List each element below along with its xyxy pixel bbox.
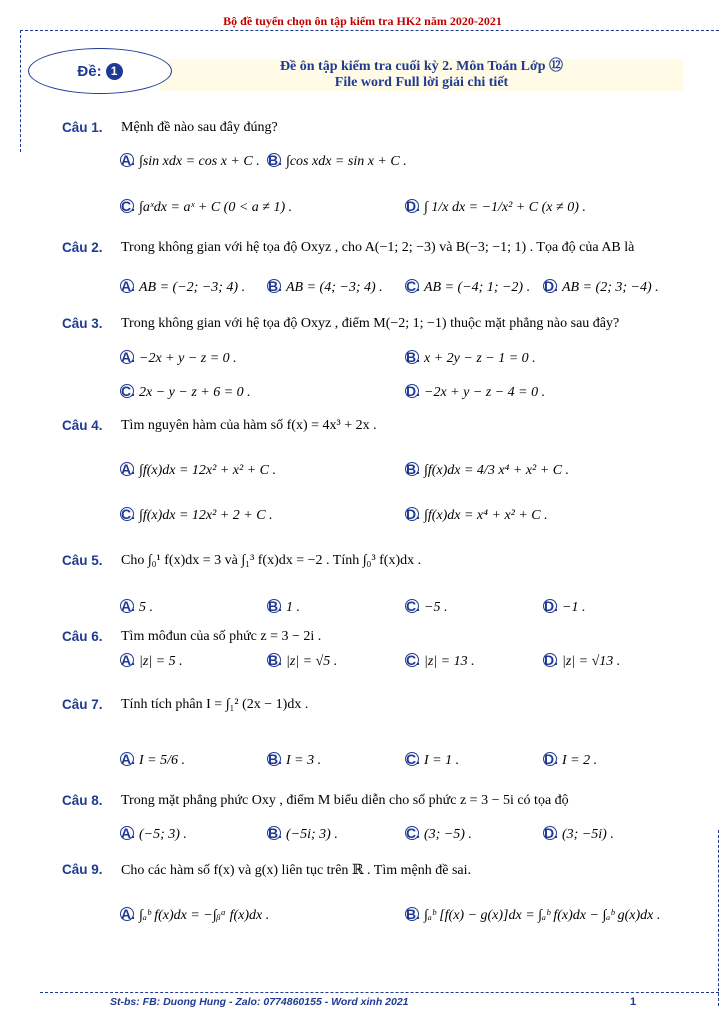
page-number: 1 (630, 996, 637, 1008)
answer-option-text: AB = (−2; −3; 4) . (139, 280, 246, 295)
answer-option-letter: B. (268, 598, 282, 614)
answer-option-letter: B. (268, 825, 282, 841)
answer-option-letter: C. (406, 825, 420, 841)
answer-option[interactable] (268, 751, 321, 769)
question-text: Mệnh đề nào sau đây đúng? (121, 120, 278, 135)
answer-option-letter: D. (544, 751, 558, 767)
answer-option-letter: A. (121, 461, 135, 477)
answer-option-text: ∫f(x)dx = 4/3 x⁴ + x² + C . (424, 463, 570, 478)
answer-option[interactable] (406, 906, 660, 924)
answer-option-letter: C. (121, 383, 135, 399)
frame-border-left (20, 30, 21, 152)
answer-option-text: ∫f(x)dx = x⁴ + x² + C . (424, 508, 548, 523)
question-label: Câu 2. (62, 240, 103, 255)
answer-option-text: ∫cos xdx = sin x + C . (286, 154, 407, 169)
answer-option-text: |z| = √13 . (562, 654, 621, 669)
answer-option-text: (−5; 3) . (139, 827, 187, 842)
question-label: Câu 1. (62, 120, 103, 135)
answer-option[interactable] (406, 506, 548, 524)
answer-option-letter: A. (121, 349, 135, 365)
answer-option-text: −1 . (562, 600, 586, 615)
answer-option-letter: D. (406, 198, 420, 214)
answer-option-text: I = 5/6 . (139, 753, 185, 768)
answer-option[interactable] (544, 652, 620, 670)
answer-option-letter: A. (121, 906, 135, 922)
exam-badge-label: Đề: (77, 62, 102, 80)
question-text: Tìm nguyên hàm của hàm số f(x) = 4x³ + 2x . (121, 418, 377, 433)
exam-title-line2: File word Full lời giải chi tiết (334, 75, 509, 90)
answer-option[interactable] (121, 349, 237, 367)
answer-option[interactable] (544, 598, 585, 616)
answer-option-letter: D. (544, 598, 558, 614)
answer-option-letter: D. (406, 506, 420, 522)
answer-option-letter: A. (121, 751, 135, 767)
answer-option-text: ∫ 1/x dx = −1/x² + C (x ≠ 0) . (424, 200, 586, 215)
answer-option[interactable] (121, 598, 153, 616)
answer-option-text: −2x + y − z = 0 . (139, 351, 237, 366)
answer-option-text: −5 . (424, 600, 448, 615)
answer-option-letter: C. (121, 506, 135, 522)
answer-option-text: 1 . (286, 600, 300, 615)
page-footer: St-bs: FB: Duong Hung - Zalo: 0774860155 - Word xinh 2021 (110, 996, 409, 1008)
answer-option-letter: C. (121, 198, 135, 214)
answer-option-letter: B. (268, 278, 282, 294)
answer-option[interactable] (121, 751, 185, 769)
answer-option[interactable] (121, 383, 251, 401)
answer-option-letter: C. (406, 278, 420, 294)
answer-option-text: AB = (4; −3; 4) . (286, 280, 383, 295)
answer-option-text: 5 . (139, 600, 153, 615)
answer-option-text: I = 2 . (562, 753, 598, 768)
frame-border-bottom (40, 992, 719, 993)
document-header: Bộ đề tuyển chọn ôn tập kiểm tra HK2 năm 2020-2021 (223, 14, 502, 28)
answer-option-text: ∫ₐᵇ [f(x) − g(x)]dx = ∫ₐᵇ f(x)dx − ∫ₐᵇ g(x)dx . (424, 908, 661, 923)
answer-option-letter: D. (544, 825, 558, 841)
answer-option-text: I = 1 . (424, 753, 460, 768)
question-label: Câu 3. (62, 316, 103, 331)
answer-option[interactable] (121, 461, 276, 479)
answer-option-text: (−5i; 3) . (286, 827, 338, 842)
answer-option-text: ∫sin xdx = cos x + C . (139, 154, 260, 169)
answer-option[interactable] (121, 906, 269, 924)
answer-option-letter: B. (406, 906, 420, 922)
answer-option-letter: B. (268, 751, 282, 767)
answer-option[interactable] (406, 652, 475, 670)
answer-option-text: |z| = 5 . (139, 654, 183, 669)
question-text: Tìm môđun của số phức z = 3 − 2i . (121, 629, 322, 644)
answer-option[interactable] (406, 349, 536, 367)
answer-option[interactable] (406, 825, 472, 843)
answer-option-text: AB = (2; 3; −4) . (562, 280, 659, 295)
question-label: Câu 9. (62, 862, 103, 877)
answer-option-letter: D. (406, 383, 420, 399)
answer-option-text: ∫ₐᵇ f(x)dx = −∫ᵦᵃ f(x)dx . (139, 908, 270, 923)
question-text: Tính tích phân I = ∫₁² (2x − 1)dx . (121, 697, 309, 712)
answer-option-text: −2x + y − z − 4 = 0 . (424, 385, 546, 400)
answer-option-text: |z| = 13 . (424, 654, 475, 669)
answer-option-text: ∫f(x)dx = 12x² + x² + C . (139, 463, 276, 478)
answer-option[interactable] (121, 152, 260, 170)
answer-option[interactable] (406, 751, 459, 769)
answer-option-letter: A. (121, 652, 135, 668)
question-label: Câu 5. (62, 553, 103, 568)
answer-option-text: (3; −5i) . (562, 827, 614, 842)
answer-option[interactable] (268, 152, 407, 170)
answer-option-text: (3; −5) . (424, 827, 472, 842)
answer-option-letter: D. (544, 278, 558, 294)
answer-option[interactable] (121, 198, 292, 216)
question-label: Câu 8. (62, 793, 103, 808)
answer-option-letter: A. (121, 152, 135, 168)
answer-option-text: |z| = √5 . (286, 654, 338, 669)
question-text: Trong mặt phẳng phức Oxy , điểm M biểu diễn cho số phức z = 3 − 5i có tọa độ (121, 793, 569, 808)
answer-option-text: ∫aˣdx = aˣ + C (0 < a ≠ 1) . (139, 200, 293, 215)
exam-title (160, 59, 683, 91)
answer-option[interactable] (268, 825, 338, 843)
answer-option-text: AB = (−4; 1; −2) . (424, 280, 531, 295)
answer-option-letter: C. (406, 652, 420, 668)
question-text: Trong không gian với hệ tọa độ Oxyz , điểm M(−2; 1; −1) thuộc mặt phẳng nào sau đây? (121, 316, 620, 331)
answer-option[interactable] (121, 506, 273, 524)
question-label: Câu 7. (62, 697, 103, 712)
answer-option-letter: B. (268, 152, 282, 168)
answer-option[interactable] (121, 652, 183, 670)
exam-title-line1: Đề ôn tập kiểm tra cuối kỳ 2. Môn Toán Lớp ⑫ (279, 59, 564, 74)
answer-option-letter: A. (121, 278, 135, 294)
question-label: Câu 4. (62, 418, 103, 433)
exam-number-badge (28, 48, 172, 94)
answer-option[interactable] (268, 278, 383, 296)
question-label: Câu 6. (62, 629, 103, 644)
answer-option-text: 2x − y − z + 6 = 0 . (139, 385, 251, 400)
answer-option[interactable] (121, 278, 245, 296)
answer-option-letter: C. (406, 598, 420, 614)
answer-option-letter: C. (406, 751, 420, 767)
frame-border-top (20, 30, 719, 31)
answer-option-letter: D. (544, 652, 558, 668)
question-text: Cho các hàm số f(x) và g(x) liên tục trên ℝ . Tìm mệnh đề sai. (121, 863, 471, 878)
answer-option[interactable] (268, 598, 300, 616)
answer-option-text: x + 2y − z − 1 = 0 . (424, 351, 536, 366)
frame-border-right (718, 830, 719, 1006)
answer-option[interactable] (406, 198, 586, 216)
exam-badge-number: 1 (106, 63, 123, 80)
answer-option[interactable] (544, 751, 597, 769)
answer-option[interactable] (406, 598, 447, 616)
answer-option[interactable] (406, 383, 545, 401)
answer-option-letter: B. (406, 461, 420, 477)
answer-option-text: I = 3 . (286, 753, 322, 768)
answer-option[interactable] (544, 278, 659, 296)
answer-option[interactable] (406, 461, 569, 479)
answer-option-text: ∫f(x)dx = 12x² + 2 + C . (139, 508, 273, 523)
question-text: Cho ∫₀¹ f(x)dx = 3 và ∫₁³ f(x)dx = −2 . Tính ∫₀³ f(x)dx . (121, 553, 422, 568)
answer-option-letter: B. (268, 652, 282, 668)
answer-option[interactable] (544, 825, 614, 843)
answer-option[interactable] (121, 825, 187, 843)
answer-option-letter: B. (406, 349, 420, 365)
answer-option-letter: A. (121, 825, 135, 841)
answer-option[interactable] (268, 652, 337, 670)
answer-option-letter: A. (121, 598, 135, 614)
answer-option[interactable] (406, 278, 530, 296)
question-text: Trong không gian với hệ tọa độ Oxyz , cho A(−1; 2; −3) và B(−3; −1; 1) . Tọa độ của AB là (121, 240, 635, 255)
